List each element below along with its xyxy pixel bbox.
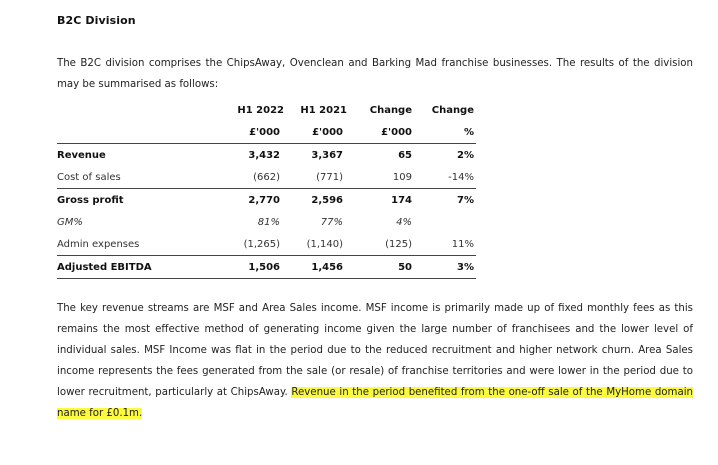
units-h1-2021: £'000 <box>312 126 343 138</box>
cell-change-pct: 2% <box>414 144 476 167</box>
cell-h1-2021: 3,367 <box>286 144 349 167</box>
cell-change-pct: 7% <box>414 189 476 212</box>
cell-h1-2022: (662) <box>253 171 280 183</box>
cell-change-pct <box>414 211 476 233</box>
table-header-row <box>57 99 476 121</box>
cell-change: 65 <box>349 144 414 167</box>
cell-change: 174 <box>349 189 414 212</box>
table-row <box>57 166 476 189</box>
table-row <box>57 144 476 167</box>
units-change-pct: % <box>463 126 474 138</box>
highlighted-text: Revenue in the period benefited from the one-off sale of the MyHome domain name for £0.1m. <box>57 387 693 419</box>
header-h1-2021: H1 2021 <box>300 104 347 116</box>
cell-h1-2021: (1,140) <box>306 238 343 250</box>
header-change: Change <box>369 104 412 116</box>
cell-h1-2022: 1,506 <box>225 256 286 279</box>
row-label: Gross profit <box>57 189 225 212</box>
cell-change: 109 <box>392 171 412 183</box>
cell-h1-2021: 2,596 <box>286 189 349 212</box>
cell-h1-2021: 1,456 <box>286 256 349 279</box>
financial-table <box>57 99 476 279</box>
units-change: £'000 <box>381 126 412 138</box>
cell-h1-2022: (1,265) <box>243 238 280 250</box>
cell-h1-2022: 81% <box>257 216 280 228</box>
row-label: GM% <box>57 216 83 228</box>
cell-change-pct: -14% <box>448 171 474 183</box>
body-paragraph <box>57 298 693 424</box>
units-h1-2022: £'000 <box>249 126 280 138</box>
body-text: The key revenue streams are MSF and Area Sales income. MSF income is primarily made up of fixed monthly fees as this remains the most effective method of generating income given the large number of franchisees and the lower level of individual sales. MSF Income was flat in the period due to the reduced recruitment and higher network churn. Area Sales income represents the fees generated from the sale (or resale) of franchise territories and were lower in the period due to lower recruitment, particularly at ChipsAway. <box>57 303 693 398</box>
cell-h1-2022: 2,770 <box>225 189 286 212</box>
cell-change-pct: 3% <box>414 256 476 279</box>
row-label: Adjusted EBITDA <box>57 256 225 279</box>
cell-change: 50 <box>349 256 414 279</box>
row-label: Admin expenses <box>57 238 140 250</box>
cell-change: (125) <box>385 238 412 250</box>
row-label: Revenue <box>57 144 225 167</box>
table-row <box>57 256 476 279</box>
cell-change: 4% <box>396 216 412 228</box>
header-blank <box>57 99 225 121</box>
header-h1-2022: H1 2022 <box>237 104 284 116</box>
cell-h1-2021: 77% <box>320 216 343 228</box>
table-units-row <box>57 121 476 144</box>
table-row <box>57 189 476 212</box>
units-blank <box>57 121 225 144</box>
cell-change-pct: 11% <box>451 238 474 250</box>
cell-h1-2022: 3,432 <box>225 144 286 167</box>
table-row <box>57 233 476 256</box>
header-change-pct: Change <box>431 104 474 116</box>
table-row <box>57 211 476 233</box>
intro-paragraph: The B2C division comprises the ChipsAway, Ovenclean and Barking Mad franchise businesses. The results of the division may be summarised as follows: <box>57 58 693 90</box>
section-heading: B2C Division <box>57 14 136 27</box>
row-label: Cost of sales <box>57 171 121 183</box>
cell-h1-2021: (771) <box>316 171 343 183</box>
